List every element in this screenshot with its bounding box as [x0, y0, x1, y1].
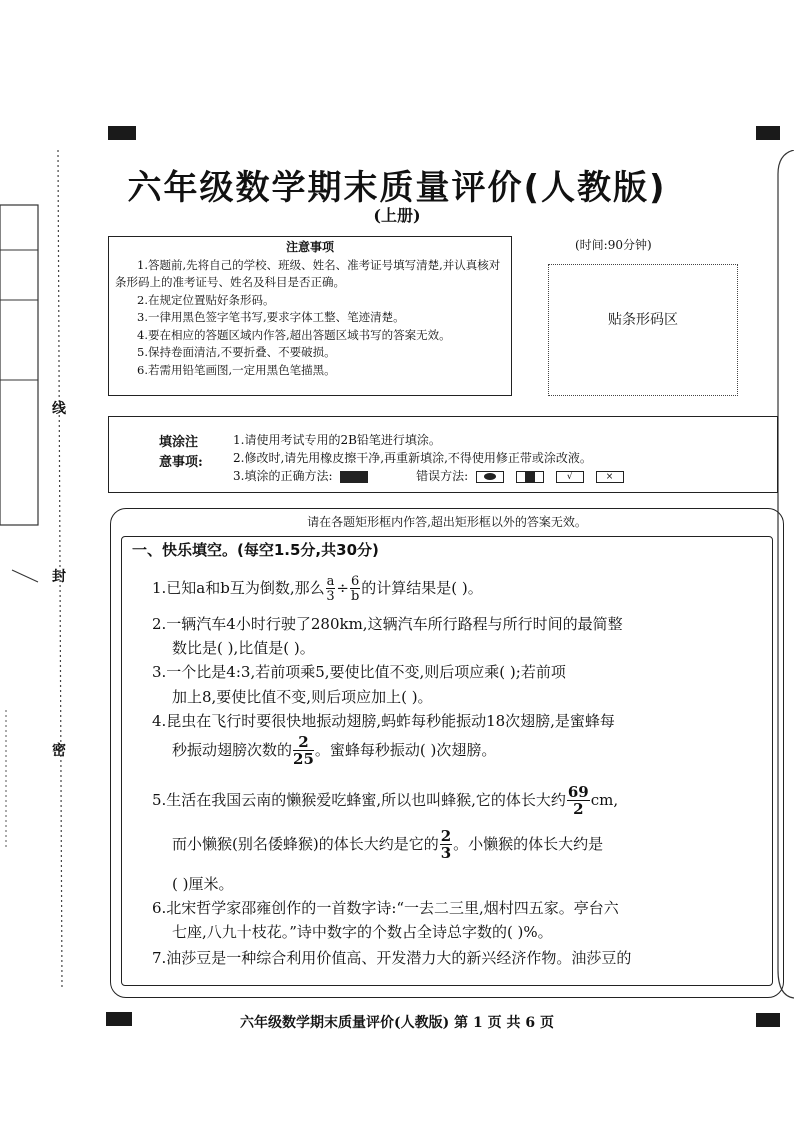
numerator: 6	[350, 574, 360, 589]
notice-item: 3.一律用黑色签字笔书写,要求字体工整、笔迹清楚。	[137, 310, 405, 324]
question-text: 。蜜蜂每秒振动( )次翅膀。	[314, 741, 497, 759]
fill-notice-label-line: 意事项:	[159, 455, 203, 470]
fill-notice-items	[233, 431, 628, 485]
wrong-fill-example-check: √	[556, 471, 584, 483]
fraction	[350, 575, 360, 603]
exam-title: 六年级数学期末质量评价(人教版)	[127, 168, 667, 208]
fill-notice-item: 2.修改时,请先用橡皮擦干净,再重新填涂,不得使用修正带或涂改液。	[233, 451, 592, 465]
answer-area-section-1	[121, 536, 773, 986]
numerator: 2	[440, 827, 452, 845]
wrong-fill-example-partial	[516, 471, 544, 483]
fill-notice-label-line: 填涂注	[159, 435, 199, 450]
question-5-line-3: ( )厘米。	[172, 875, 234, 893]
notice-item: 4.要在相应的答题区域内作答,超出答题区域书写的答案无效。	[137, 327, 451, 342]
notice-item: 2.在规定位置贴好条形码。	[137, 292, 275, 307]
notice-item: 1.答题前,先将自己的学校、班级、姓名、准考证号填写清楚,并认真核对条形码上的准考证号、姓名及科目是否正确。	[115, 257, 501, 289]
page-footer: 六年级数学期末质量评价(人教版) 第 1 页 共 6 页	[240, 1015, 554, 1031]
fill-notice-label	[159, 433, 203, 473]
barcode-label: 贴条形码区	[608, 312, 678, 328]
registration-mark-top-right	[756, 126, 780, 140]
question-text: 1.已知a和b互为倒数,那么	[152, 579, 325, 597]
exam-duration: (时间:90分钟)	[575, 238, 652, 252]
question-5-line-2	[172, 829, 603, 861]
correct-method-label: 3.填涂的正确方法:	[233, 469, 333, 483]
question-text: 的计算结果是( )。	[361, 579, 483, 597]
question-text: 而小懒猴(别名倭蜂猴)的体长大约是它的	[172, 835, 439, 853]
wrong-fill-example-cross: ×	[596, 471, 624, 483]
notice-box	[108, 236, 512, 396]
wrong-method-label: 错误方法:	[416, 469, 469, 483]
numerator: 69	[567, 783, 589, 801]
notice-item: 6.若需用铅笔画图,一定用黑色笔描黑。	[137, 362, 336, 377]
notice-title: 注意事项	[285, 240, 334, 254]
question-text: 秒振动翅膀次数的	[172, 741, 293, 759]
question-5-line-1	[152, 785, 618, 817]
question-text: 。小懒猴的体长大约是	[453, 835, 604, 853]
binding-margin	[0, 150, 90, 1000]
question-7-line-1: 7.油莎豆是一种综合利用价值高、开发潜力大的新兴经济作物。油莎豆的	[152, 949, 632, 967]
operator: ÷	[336, 579, 349, 597]
question-4-line-2	[172, 735, 496, 767]
answer-area-header: 请在各题矩形框内作答,超出矩形框以外的答案无效。	[307, 515, 587, 529]
question-1	[152, 575, 483, 603]
correct-fill-example	[340, 471, 368, 483]
numerator: a	[326, 574, 335, 589]
fraction	[326, 575, 336, 603]
fraction	[440, 829, 452, 861]
binding-label-seal: 封	[52, 569, 66, 585]
question-2-line-2: 数比是( ),比值是( )。	[172, 639, 315, 657]
wrong-fill-example-oval	[476, 471, 504, 483]
barcode-area	[548, 264, 738, 396]
binding-label-secret: 密	[52, 743, 66, 759]
notice-item: 5.保持卷面清洁,不要折叠、不要破损。	[137, 345, 336, 359]
fraction	[567, 785, 590, 817]
question-text: 5.生活在我国云南的懒猴爱吃蜂蜜,所以也叫蜂猴,它的体长大约	[152, 791, 566, 809]
question-text: cm,	[590, 791, 619, 809]
denominator: 3	[326, 589, 335, 604]
denominator: 25	[293, 750, 314, 768]
fill-notice-item	[233, 467, 628, 485]
question-3-line-2: 加上8,要使比值不变,则后项应加上( )。	[172, 688, 433, 706]
denominator: 3	[440, 844, 452, 862]
numerator: 2	[293, 735, 314, 751]
question-2-line-1: 2.一辆汽车4小时行驶了280km,这辆汽车所行路程与所行时间的最简整	[152, 615, 623, 633]
fraction	[293, 735, 314, 767]
registration-mark-top-left	[108, 126, 136, 140]
denominator: 2	[573, 800, 584, 818]
binding-label-line: 线	[52, 401, 66, 417]
question-4-line-1: 4.昆虫在飞行时要很快地振动翅膀,蚂蚱每秒能振动18次翅膀,是蜜蜂每	[152, 712, 615, 730]
section-title: 一、快乐填空。(每空1.5分,共30分)	[132, 541, 379, 559]
question-6-line-2: 七座,八九十枝花。”诗中数字的个数占全诗总字数的( )%。	[172, 923, 553, 941]
denominator: b	[350, 589, 360, 604]
question-6-line-1: 6.北宋哲学家邵雍创作的一首数字诗:“一去二三里,烟村四五家。亭台六	[152, 899, 619, 917]
exam-subtitle: (上册)	[373, 206, 421, 225]
question-3-line-1: 3.一个比是4:3,若前项乘5,要使比值不变,则后项应乘( );若前项	[152, 663, 566, 681]
fill-notice-box	[108, 416, 778, 493]
fill-notice-item: 1.请使用考试专用的2B铅笔进行填涂。	[233, 433, 441, 447]
